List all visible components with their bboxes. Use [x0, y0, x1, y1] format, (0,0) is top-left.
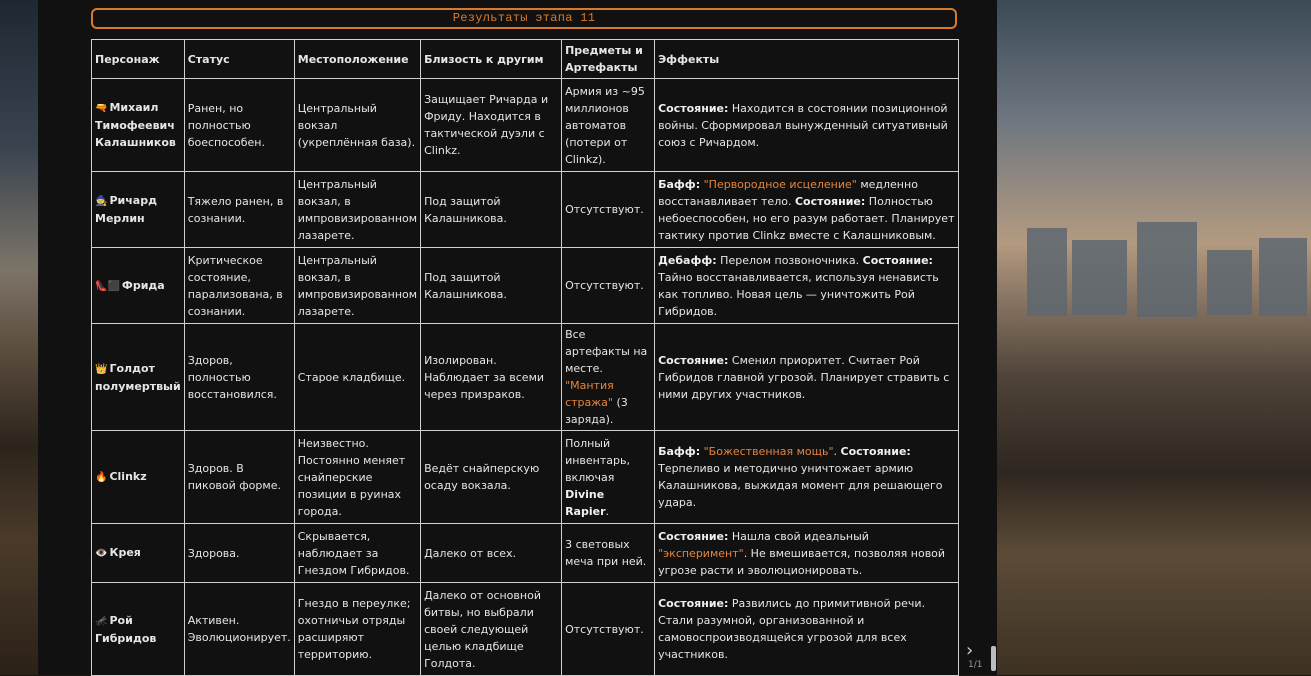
effect-text: Перелом позвоночника.	[716, 253, 863, 267]
status-cell: Здоров, полностью восстановился.	[184, 324, 294, 431]
ruin-shape	[1072, 240, 1127, 315]
character-name-cell	[92, 431, 185, 524]
effect-keyword: Состояние:	[658, 597, 729, 610]
effects-cell	[655, 79, 959, 172]
header-proximity: Близость к другим	[421, 40, 562, 79]
effect-keyword: Бафф:	[658, 445, 701, 458]
table-row	[92, 79, 959, 172]
header-items: Предметы и Артефакты	[562, 40, 655, 79]
table-row	[92, 172, 959, 248]
effect-text: Сменил приоритет. Считает Рой Гибридов главной угрозой. Планирует стравить с ними других участников.	[658, 353, 950, 401]
character-name: Ричард Мерлин	[95, 194, 157, 225]
character-name-cell	[92, 324, 185, 431]
character-name: Рой Гибридов	[95, 613, 157, 645]
character-name-cell	[92, 172, 185, 248]
effect-text: Нашла свой идеальный	[728, 529, 869, 543]
mosquito-icon: 🦟	[95, 615, 108, 627]
crown-icon: 👑	[95, 363, 108, 375]
proximity-cell: Ведёт снайперскую осаду вокзала.	[421, 431, 562, 524]
effects-cell	[655, 524, 959, 583]
wizard-icon: 🧙	[95, 196, 108, 207]
proximity-cell: Под защитой Калашникова.	[421, 172, 562, 248]
ruin-shape	[1259, 238, 1307, 316]
table-row	[92, 248, 959, 324]
effect-text: медленно восстанавливает тело.	[658, 177, 918, 208]
location-cell: Центральный вокзал, в импровизированном лазарете.	[294, 248, 420, 324]
items-text: (3 заряда).	[565, 396, 628, 426]
effect-keyword: Состояние:	[658, 529, 729, 543]
location-cell: Гнездо в переулке; охотничьи отряды расширяют территорию.	[294, 583, 420, 676]
character-name: Clinkz	[109, 470, 147, 483]
header-location: Местоположение	[294, 40, 420, 79]
table-row	[92, 324, 959, 431]
header-character: Персонаж	[92, 40, 185, 79]
items-bold: Divine Rapier	[565, 487, 606, 518]
header-effects: Эффекты	[655, 40, 959, 79]
proximity-cell: Изолирован. Наблюдает за всеми через призраков.	[421, 324, 562, 431]
effect-text: .	[833, 445, 841, 458]
items-cell: Армия из ~95 миллионов автоматов (потери от Clinkz).	[562, 79, 655, 172]
effect-text: Тайно восстанавливается, используя ненависть как топливо. Новая цель — уничтожить Рой Гибридов.	[658, 270, 939, 318]
location-cell: Старое кладбище.	[294, 324, 420, 431]
page-indicator: 1/1	[968, 660, 983, 670]
character-name: Михаил Тимофеевич Калашников	[95, 101, 176, 149]
proximity-cell: Далеко от основной битвы, но выбрали своей следующей целью кладбище Голдота.	[421, 583, 562, 676]
location-cell: Центральный вокзал, в импровизированном лазарете.	[294, 172, 420, 248]
effect-text: Полностью небоеспособен, но его разум работает. Планирует тактику против Clinkz вместе с Калашниковым.	[658, 194, 955, 242]
effect-highlight: "Первородное исцеление"	[700, 177, 857, 191]
effect-keyword: Состояние:	[840, 445, 911, 458]
table-row	[92, 583, 959, 676]
effects-cell	[655, 172, 959, 248]
items-cell: Отсутствуют.	[562, 248, 655, 324]
items-text: .	[605, 504, 610, 518]
proximity-cell: Под защитой Калашникова.	[421, 248, 562, 324]
proximity-cell: Далеко от всех.	[421, 524, 562, 583]
location-cell: Неизвестно. Постоянно меняет снайперские позиции в руинах города.	[294, 431, 420, 524]
items-cell	[562, 431, 655, 524]
eye-icon: 👁️	[95, 548, 108, 559]
items-text: Полный инвентарь, включая	[565, 436, 630, 484]
items-cell: 3 световых меча при ней.	[562, 524, 655, 583]
effect-keyword: Состояние:	[862, 253, 933, 267]
ruin-shape	[1207, 250, 1252, 315]
effect-keyword: Состояние:	[658, 353, 729, 367]
effects-cell	[655, 248, 959, 324]
stage-title: Результаты этапа 11	[91, 8, 957, 29]
table-header-row	[92, 40, 959, 79]
effect-highlight: "эксперимент"	[658, 546, 744, 560]
effect-keyword: Бафф:	[658, 177, 701, 191]
location-cell: Центральный вокзал (укреплённая база).	[294, 79, 420, 172]
background-scenery-left	[0, 0, 38, 675]
effect-text: Развились до примитивной речи. Стали разумной, организованной и самовоспроизводящейся угрозой для всех участников.	[658, 597, 926, 661]
character-name-cell	[92, 79, 185, 172]
ruin-shape	[1137, 222, 1197, 317]
status-cell: Критическое состояние, парализована, в сознании.	[184, 248, 294, 324]
location-cell: Скрывается, наблюдает за Гнездом Гибридов.	[294, 524, 420, 583]
status-cell: Здорова.	[184, 524, 294, 583]
items-highlight: "Мантия стража"	[565, 379, 614, 409]
status-cell: Активен. Эволюционирует.	[184, 583, 294, 676]
items-cell: Отсутствуют.	[562, 583, 655, 676]
status-cell: Здоров. В пиковой форме.	[184, 431, 294, 524]
effect-keyword: Состояние:	[658, 101, 729, 115]
character-name-cell	[92, 248, 185, 324]
proximity-cell: Защищает Ричарда и Фриду. Находится в тактической дуэли с Clinkz.	[421, 79, 562, 172]
status-cell: Ранен, но полностью боеспособен.	[184, 79, 294, 172]
effect-highlight: "Божественная мощь"	[700, 445, 834, 458]
scrollbar-thumb[interactable]	[991, 646, 996, 671]
background-scenery-right	[997, 0, 1311, 675]
character-name-cell	[92, 524, 185, 583]
status-cell: Тяжело ранен, в сознании.	[184, 172, 294, 248]
effects-cell	[655, 431, 959, 524]
items-text: Все артефакты на месте.	[565, 328, 648, 375]
effects-cell	[655, 583, 959, 676]
effect-keyword: Состояние:	[794, 194, 866, 208]
character-name: Фрида	[121, 278, 165, 292]
effects-cell	[655, 324, 959, 431]
header-status: Статус	[184, 40, 294, 79]
heel-icon: 👠⬛	[95, 280, 120, 292]
character-name: Голдот полумертвый	[95, 361, 181, 393]
character-name-cell	[92, 583, 185, 676]
character-name: Крея	[109, 546, 141, 559]
effect-keyword: Дебафф:	[658, 253, 717, 267]
effect-text: Находится в состоянии позиционной войны. Сформировал вынужденный ситуативный союз с Ричардом.	[658, 101, 948, 149]
gun-icon: 🔫	[95, 103, 108, 114]
items-cell	[562, 324, 655, 431]
table-row	[92, 431, 959, 524]
items-cell: Отсутствуют.	[562, 172, 655, 248]
effect-text: Терпеливо и методично уничтожает армию Калашникова, выжидая момент для решающего удара.	[658, 462, 943, 509]
effect-text: . Не вмешивается, позволяя новой угрозе расти и эволюционировать.	[658, 546, 946, 577]
next-page-arrow-icon[interactable]: ›	[966, 640, 974, 661]
ruin-shape	[1027, 228, 1067, 316]
results-table	[91, 39, 959, 676]
table-row	[92, 524, 959, 583]
fire-icon: 🔥	[95, 472, 108, 483]
